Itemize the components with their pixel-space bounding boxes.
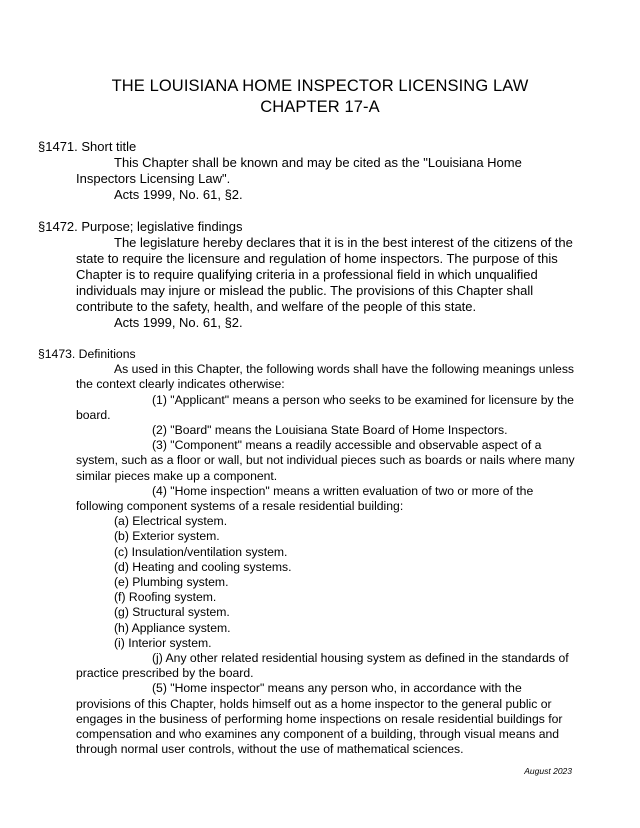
list-item: (e) Plumbing system. [114, 575, 229, 590]
section-body: This Chapter shall be known and may be cited as the "Louisiana Home Inspectors Licensing Law". [76, 155, 522, 186]
section-1473 [38, 347, 578, 757]
chapter-title: CHAPTER 17-A [260, 98, 380, 116]
section-heading: §1473. Definitions [38, 347, 136, 361]
section-heading: §1472. Purpose; legislative findings [38, 219, 243, 234]
list-item: (g) Structural system. [114, 605, 230, 620]
section-heading: §1471. Short title [38, 139, 137, 154]
footer-date: August 2023 [524, 766, 572, 776]
list-item: (b) Exterior system. [114, 529, 220, 544]
list-item-other-systems: (j) Any other related residential housing system as defined in the standards of practice prescribed by the board. [76, 651, 569, 681]
list-item: (f) Roofing system. [114, 590, 217, 605]
list-item: (i) Interior system. [114, 635, 212, 650]
section-citation: Acts 1999, No. 61, §2. [114, 315, 243, 330]
section-1471 [38, 139, 578, 203]
section-1472 [38, 219, 578, 331]
definitions-intro: As used in this Chapter, the following words shall have the following meanings unless the context clearly indicates otherwise: [76, 362, 575, 392]
document-body [38, 139, 578, 773]
list-item: (c) Insulation/ventilation system. [114, 544, 288, 559]
definition-board: (2) "Board" means the Louisiana State Board of Home Inspectors. [152, 423, 508, 438]
list-item: (h) Appliance system. [114, 620, 231, 635]
definition-applicant: (1) "Applicant" means a person who seeks to be examined for licensure by the board. [76, 392, 574, 422]
definition-home-inspection: (4) "Home inspection" means a written evaluation of two or more of the following component systems of a resale residential building: [76, 483, 534, 514]
list-item: (d) Heating and cooling systems. [114, 559, 292, 574]
section-body: The legislature hereby declares that it is in the best interest of the citizens of the state to require the licensure and regulation of home inspectors. The purpose of this Chapter is to require qualifying criteria in a professional field in which unqualified individuals may injure or mislead the public. The provisions of this Chapter shall contribute to the safety, health, and welfare of the people of this state. [76, 235, 573, 314]
list-item: (a) Electrical system. [114, 514, 228, 529]
definition-home-inspector: (5) "Home inspector" means any person who, in accordance with the provisions of this Chapter, holds himself out as a home inspector to the general public or engages in the business of performing home inspections on resale residential buildings for compensation and who examines any component of a building, through visual means and through normal user controls, without the use of mathematical sciences. [76, 681, 563, 757]
section-citation: Acts 1999, No. 61, §2. [114, 187, 243, 202]
document-title: THE LOUISIANA HOME INSPECTOR LICENSING LAW [111, 77, 529, 95]
definition-component: (3) "Component" means a readily accessible and observable aspect of a system, such as a floor or wall, but not individual pieces such as boards or nails where many similar pieces make up a component. [76, 438, 575, 483]
